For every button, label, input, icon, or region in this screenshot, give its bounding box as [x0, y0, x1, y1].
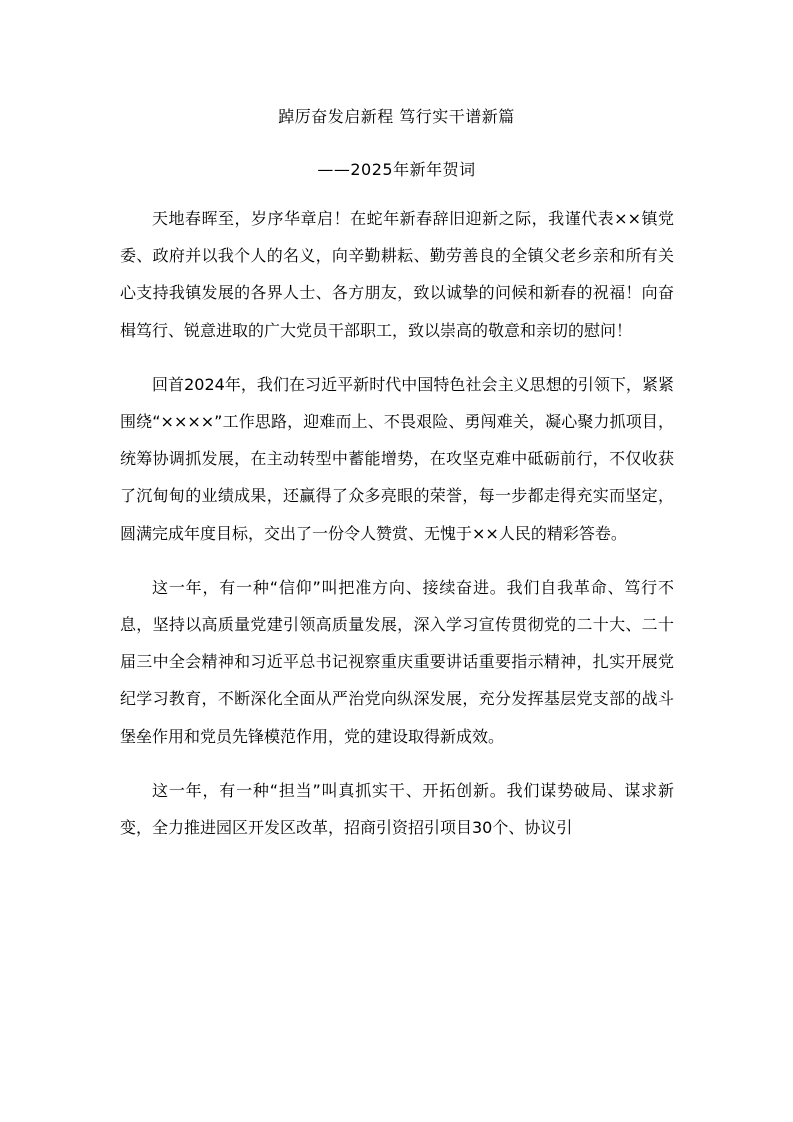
document-title: 踔厉奋发启新程 笃行实干谱新篇 [278, 107, 515, 126]
paragraph-greeting: 天地春晖至，岁序华章启！在蛇年新春辞旧迎新之际，我谨代表××镇党委、政府并以我个人的名义，向辛勤耕耘、勤劳善良的全镇父老乡亲和所有关心支持我镇发展的各界人士、各方朋友，致以诚挚的问候和新春的祝福！向奋楫笃行、锐意进取的广大党员干部职工，致以崇高的敬意和亲切的慰问！ [120, 209, 674, 340]
paragraph-responsibility: 这一年，有一种“担当”叫真抓实干、开拓创新。我们谋势破局、谋求新变，全力推进园区开发区改革，招商引资招引项目30个、协议引 [120, 780, 674, 838]
document-body [120, 200, 674, 863]
paragraph-review-2024: 回首2024年，我们在习近平新时代中国特色社会主义思想的引领下，紧紧围绕“××××”工作思路，迎难而上、不畏艰险、勇闯难关，凝心聚力抓项目，统筹协调抓发展，在主动转型中蓄能增势，在攻坚克难中砥砺前行，不仅收获了沉甸甸的业绩成果，还赢得了众多亮眼的荣誉，每一步都走得充实而坚定，圆满完成年度目标，交出了一份令人赞赏、无愧于××人民的精彩答卷。 [120, 374, 674, 543]
document-subtitle: ——2025年新年贺词 [317, 160, 476, 179]
paragraph-faith: 这一年，有一种“信仰”叫把准方向、接续奋进。我们自我革命、笃行不息，坚持以高质量党建引领高质量发展，深入学习宣传贯彻党的二十大、二十届三中全会精神和习近平总书记视察重庆重要讲话重要指示精神，扎实开展党纪学习教育，不断深化全面从严治党向纵深发展，充分发挥基层党支部的战斗堡垒作用和党员先锋模范作用，党的建设取得新成效。 [120, 577, 674, 746]
